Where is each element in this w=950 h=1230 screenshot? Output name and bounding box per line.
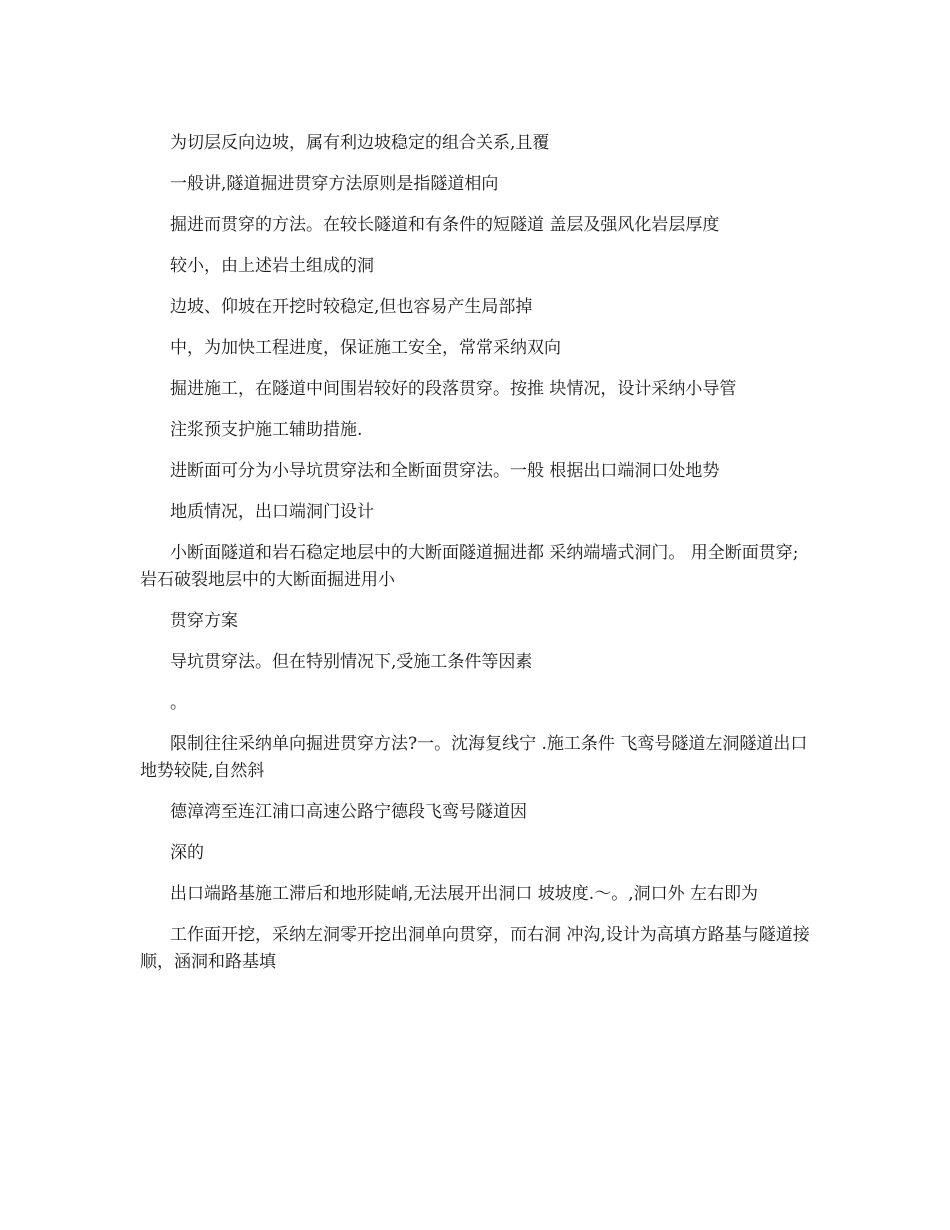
paragraph: 掘进而贯穿的方法。在较长隧道和有条件的短隧道 盖层及强风化岩层厚度 (170, 215, 720, 235)
paragraph: 地质情况，出口端洞门设计 (170, 502, 374, 522)
paragraph: 小断面隧道和岩石稳定地层中的大断面隧道掘进都 采纳端墙式洞门。 用全断面贯穿;岩石破裂地层中的大断面掘进用小 (140, 543, 799, 590)
paragraph: 工作面开挖，采纳左洞零开挖出洞单向贯穿，而右洞 冲沟,设计为高填方路基与隧道接顺，涵洞和路基填 (140, 925, 810, 972)
paragraph: 。 (170, 693, 187, 713)
paragraph: 边坡、仰坡在开挖时较稳定,但也容易产生局部掉 (170, 297, 533, 317)
paragraph: 进断面可分为小导坑贯穿法和全断面贯穿法。一般 根据出口端洞口处地势 (170, 461, 720, 481)
paragraph: 为切层反向边坡，属有利边坡稳定的组合关系,且覆 (170, 133, 550, 153)
paragraph: 掘进施工，在隧道中间围岩较好的段落贯穿。按推 块情况，设计采纳小导管 (170, 379, 737, 399)
paragraph: 深的 (170, 843, 204, 863)
paragraph: 较小，由上述岩土组成的洞 (170, 256, 374, 276)
paragraph: 导坑贯穿法。但在特别情况下,受施工条件等因素 (170, 652, 533, 672)
paragraph: 德漳湾至连江浦口高速公路宁德段飞鸾号隧道因 (170, 802, 527, 822)
paragraph: 中，为加快工程进度，保证施工安全，常常采纳双向 (170, 338, 561, 358)
paragraph: 注浆预支护施工辅助措施. (170, 420, 363, 440)
paragraph: 贯穿方案 (170, 611, 238, 631)
paragraph: 限制往往采纳单向掘进贯穿方法?一。沈海复线宁 .施工条件 飞鸾号隧道左洞隧道出口地势较陡,自然斜 (140, 734, 808, 781)
paragraph: 一般讲,隧道掘进贯穿方法原则是指隧道相向 (170, 174, 499, 194)
document-body (140, 130, 810, 990)
paragraph: 出口端路基施工滞后和地形陡峭,无法展开出洞口 坡坡度.～。,洞口外 左右即为 (170, 884, 759, 904)
